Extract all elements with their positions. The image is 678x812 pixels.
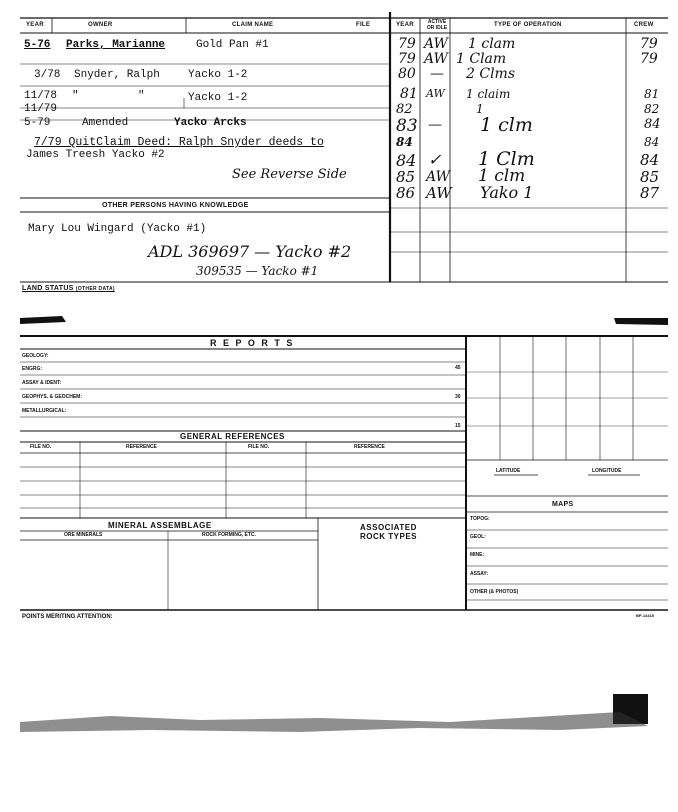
other-persons-header: OTHER PERSONS HAVING KNOWLEDGE — [102, 202, 249, 209]
report-label: ENGRG: — [22, 366, 42, 372]
other-person-name: Mary Lou Wingard (Yacko #1) — [28, 223, 207, 235]
map-mine: MINE: — [470, 552, 485, 558]
longitude-label: LONGITUDE — [592, 468, 622, 474]
op-crew: 79 — [640, 36, 658, 52]
op-year: 81 — [400, 86, 418, 102]
header-crew: CREW — [634, 22, 654, 28]
claim-name: Yacko Arcks — [174, 117, 247, 129]
see-reverse-note: See Reverse Side — [232, 167, 347, 182]
op-type: 2 Clms — [466, 66, 516, 82]
op-type: 1 claim — [466, 87, 511, 101]
op-status: AW — [424, 51, 448, 67]
op-year: 84 — [396, 151, 417, 170]
report-num: 15 — [455, 423, 461, 429]
op-type: 1 clm — [480, 114, 533, 136]
report-label: ASSAY & IDENT: — [22, 380, 62, 386]
maps-header: MAPS — [552, 501, 574, 508]
map-assay: ASSAY: — [470, 571, 489, 577]
owner-name: Snyder, Ralph — [74, 69, 160, 81]
map-geol: GEOL: — [470, 534, 486, 540]
header-claim-name: CLAIM NAME — [232, 22, 274, 28]
op-year: 79 — [398, 36, 416, 52]
op-status: AW — [424, 36, 448, 52]
form-number: BP-14415 — [636, 613, 655, 618]
op-year: 79 — [398, 51, 416, 67]
general-references-header: GENERAL REFERENCES — [180, 432, 285, 441]
op-year: 80 — [398, 66, 416, 82]
owner-name: Amended — [82, 117, 129, 129]
owner-date: 3/78 — [34, 69, 61, 81]
op-crew: 84 — [644, 117, 661, 132]
map-other: OTHER (& PHOTOS) — [470, 589, 519, 595]
col-reference-2: REFERENCE — [354, 444, 385, 450]
op-crew: 85 — [640, 168, 660, 186]
op-year: 86 — [396, 184, 416, 202]
owner-date: 5-79 — [24, 117, 51, 129]
report-label: METALLURGICAL: — [22, 408, 67, 414]
land-status-text: LAND STATUS — [22, 285, 74, 292]
claim-name: Yacko 1-2 — [188, 69, 248, 81]
adl-note-1: ADL 369697 — Yacko #2 — [148, 242, 352, 261]
report-label: GEOPHYS. & GEOCHEM: — [22, 394, 83, 400]
map-topog: TOPOG: — [470, 516, 490, 522]
header-file: FILE — [356, 22, 371, 28]
op-year: 83 — [396, 116, 418, 136]
report-num: 30 — [455, 394, 461, 400]
owner-date: 11/79 — [24, 103, 58, 115]
owner-name: Parks, Marianne — [66, 39, 166, 51]
header-active-idle: ACTIVE OR IDLE — [426, 19, 448, 31]
col-file-no-2: FILE NO. — [248, 444, 270, 450]
op-type: Yako 1 — [480, 183, 534, 202]
header-year: YEAR — [26, 22, 44, 28]
op-status: — — [430, 66, 444, 82]
land-status-label — [22, 285, 115, 292]
header-owner: OWNER — [88, 22, 113, 28]
col-reference: REFERENCE — [126, 444, 157, 450]
header-type-of-operation: TYPE OF OPERATION — [494, 22, 562, 28]
op-year: 82 — [396, 102, 413, 117]
op-crew: 84 — [644, 135, 660, 149]
adl-note-2: 309535 — Yacko #1 — [196, 264, 319, 278]
op-crew: 79 — [640, 51, 658, 67]
mineral-assemblage-header: MINERAL ASSEMBLAGE — [108, 521, 212, 530]
ore-minerals-label: ORE MINERALS — [64, 532, 103, 538]
op-crew: 87 — [640, 184, 660, 202]
owner-name: " " — [72, 90, 145, 102]
op-status: AW — [426, 87, 445, 100]
col-file-no: FILE NO. — [30, 444, 52, 450]
op-status: — — [428, 117, 442, 133]
op-status: ✓ — [428, 150, 442, 169]
op-type: 1 clam — [468, 36, 516, 52]
op-type: 1 Clm — [478, 148, 535, 170]
rock-types-label: ROCK TYPES — [360, 532, 418, 541]
claim-name: Yacko 1-2 — [188, 92, 248, 104]
points-meriting-attention: POINTS MERITING ATTENTION: — [22, 614, 113, 620]
reports-header: R E P O R T S — [210, 338, 295, 348]
op-type: 1 clm — [478, 166, 526, 186]
quitclaim-line-1: 7/79 QuitClaim Deed: Ralph Snyder deeds to — [34, 136, 324, 149]
latitude-label: LATITUDE — [496, 468, 521, 474]
quitclaim-line-2: James Treesh Yacko #2 — [26, 149, 165, 161]
op-type: 1 Clam — [456, 51, 507, 67]
report-num: 45 — [455, 365, 461, 371]
op-crew: 84 — [640, 151, 660, 169]
owner-date: 11/78 — [24, 90, 58, 102]
op-year: 85 — [396, 168, 416, 186]
op-crew: 81 — [644, 87, 660, 101]
op-year: 84 — [396, 135, 413, 149]
owner-date: 5-76 — [24, 39, 51, 51]
associated-label: ASSOCIATED — [360, 523, 417, 532]
op-type: 1 — [476, 102, 484, 116]
header-year-operation: YEAR — [396, 22, 414, 28]
op-crew: 82 — [644, 102, 660, 116]
op-status: AW — [426, 184, 452, 202]
land-status-other: (OTHER DATA) — [75, 286, 115, 292]
rock-forming-label: ROCK FORMING, ETC. — [202, 532, 256, 538]
claim-name: Gold Pan #1 — [196, 39, 269, 51]
op-status: AW — [426, 169, 450, 185]
report-label: GEOLOGY: — [22, 353, 49, 359]
